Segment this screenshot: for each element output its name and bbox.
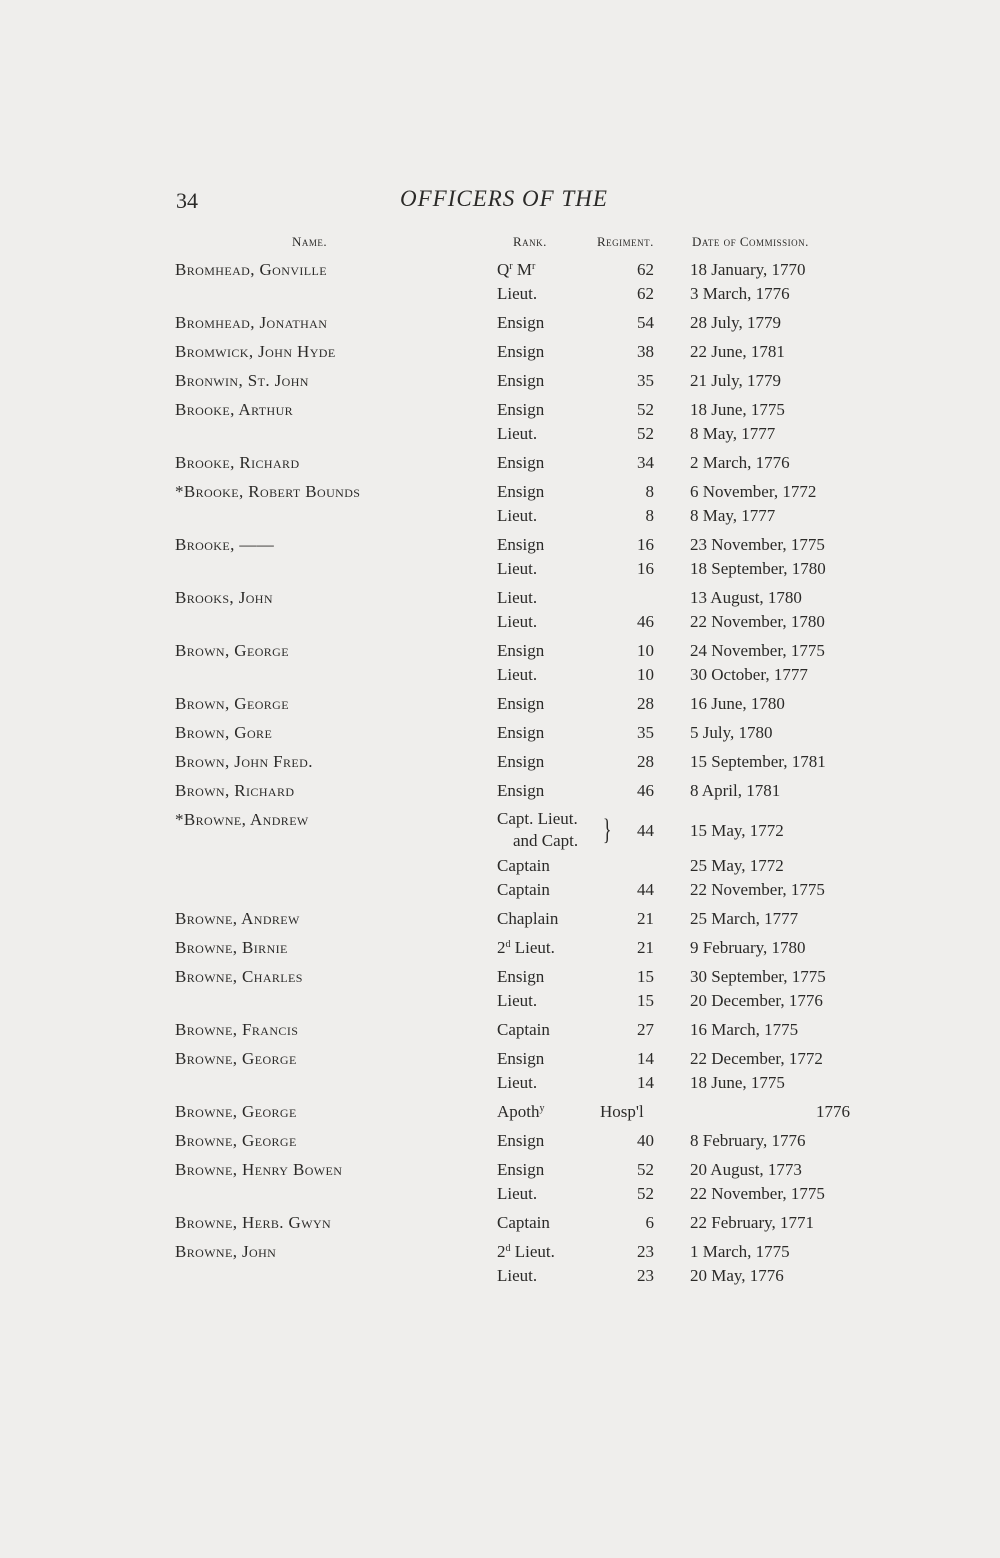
commission-date: 15 September, 1781 xyxy=(690,752,826,771)
running-head xyxy=(0,188,1000,222)
column-header-date: Date of Commission. xyxy=(692,234,809,249)
commission-date: 18 June, 1775 xyxy=(690,1073,785,1092)
officer-rank: Ensign xyxy=(497,1131,545,1150)
regiment-number: 16 xyxy=(637,559,654,578)
regiment-number: 34 xyxy=(637,453,654,472)
commission-date: 18 September, 1780 xyxy=(690,559,826,578)
officer-rank: Lieut. xyxy=(497,559,538,578)
table-row xyxy=(0,504,1000,528)
regiment-number: 52 xyxy=(637,424,654,443)
officer-name: Brown, Richard xyxy=(175,781,295,800)
regiment-number: 52 xyxy=(637,1160,654,1179)
table-row xyxy=(0,586,1000,610)
table-row xyxy=(0,1129,1000,1153)
commission-date: 1 March, 1775 xyxy=(690,1242,790,1261)
commission-date: 16 March, 1775 xyxy=(690,1020,799,1039)
commission-date: 8 May, 1777 xyxy=(690,424,776,443)
commission-date: 20 December, 1776 xyxy=(690,991,823,1010)
officer-rank: Lieut. xyxy=(497,588,538,607)
officer-rank-continued: and Capt. xyxy=(513,831,579,850)
regiment-number: 14 xyxy=(637,1049,654,1068)
commission-date: 8 April, 1781 xyxy=(690,781,781,800)
commission-date: 5 July, 1780 xyxy=(690,723,773,742)
regiment-number: 35 xyxy=(637,371,654,390)
table-row xyxy=(0,808,1000,854)
page-number: 34 xyxy=(176,188,198,213)
regiment-number: 23 xyxy=(637,1266,654,1285)
commission-date: 21 July, 1779 xyxy=(690,371,781,390)
officer-name: Brooke, Richard xyxy=(175,453,300,472)
regiment-number: 62 xyxy=(637,284,654,303)
table-row xyxy=(0,989,1000,1013)
regiment-number: 10 xyxy=(637,665,654,684)
officer-name: Bromhead, Jonathan xyxy=(175,313,328,332)
officer-rank: Ensign xyxy=(497,371,545,390)
officer-rank: 2$^d$ Lieut. xyxy=(497,1242,555,1261)
officer-rank: Ensign xyxy=(497,752,545,771)
table-row xyxy=(0,663,1000,687)
table-row xyxy=(0,610,1000,634)
officer-name: Browne, George xyxy=(175,1049,297,1068)
regiment-number: 21 xyxy=(637,909,654,928)
officer-rank: Lieut. xyxy=(497,1184,538,1203)
table-row xyxy=(0,1264,1000,1288)
commission-date: 22 November, 1780 xyxy=(690,612,825,631)
commission-date: 9 February, 1780 xyxy=(690,938,806,957)
regiment-number: 16 xyxy=(637,535,654,554)
regiment-number: 44 xyxy=(637,880,654,899)
table-row xyxy=(0,936,1000,960)
column-header-regiment: Regiment. xyxy=(597,234,654,249)
regiment-number: 21 xyxy=(637,938,654,957)
commission-date: 16 June, 1780 xyxy=(690,694,785,713)
commission-date: 20 August, 1773 xyxy=(690,1160,802,1179)
officer-rank: Lieut. xyxy=(497,991,538,1010)
regiment-number: 23 xyxy=(637,1242,654,1261)
officer-rank: Ensign xyxy=(497,342,545,361)
table-row xyxy=(0,340,1000,364)
officer-name: Brown, Gore xyxy=(175,723,273,742)
table-row xyxy=(0,398,1000,422)
table-row xyxy=(0,721,1000,745)
commission-date: 18 June, 1775 xyxy=(690,400,785,419)
officer-rank: Ensign xyxy=(497,453,545,472)
officer-name: Brooks, John xyxy=(175,588,273,607)
officer-rank: Ensign xyxy=(497,400,545,419)
table-row xyxy=(0,311,1000,335)
officer-rank: Lieut. xyxy=(497,665,538,684)
regiment-number: 28 xyxy=(637,752,654,771)
officer-rank: Captain xyxy=(497,1020,550,1039)
commission-date: 13 August, 1780 xyxy=(690,588,802,607)
commission-date: 15 May, 1772 xyxy=(690,821,784,840)
table-row xyxy=(0,533,1000,557)
officer-name: Browne, Henry Bowen xyxy=(175,1160,343,1179)
table-row xyxy=(0,557,1000,581)
officer-name: Bromhead, Gonville xyxy=(175,260,327,279)
table-row xyxy=(0,1018,1000,1042)
officer-rank: Captain xyxy=(497,856,550,875)
officer-name: Brooke, —— xyxy=(175,535,275,554)
officer-rank: Chaplain xyxy=(497,909,559,928)
officer-name: Browne, Birnie xyxy=(175,938,288,957)
table-row xyxy=(0,1100,1000,1124)
officer-rank: Ensign xyxy=(497,641,545,660)
table-row xyxy=(0,1240,1000,1264)
commission-date: 8 February, 1776 xyxy=(690,1131,806,1150)
commission-date: 30 October, 1777 xyxy=(690,665,808,684)
regiment-number: 15 xyxy=(637,991,654,1010)
officer-name: *Brooke, Robert Bounds xyxy=(175,482,361,501)
commission-date: 22 June, 1781 xyxy=(690,342,785,361)
regiment-number: 46 xyxy=(637,781,654,800)
officer-rank: 2$^d$ Lieut. xyxy=(497,938,555,957)
regiment-number: 28 xyxy=(637,694,654,713)
table-row xyxy=(0,965,1000,989)
officer-rank: Ensign xyxy=(497,535,545,554)
commission-date: 25 May, 1772 xyxy=(690,856,784,875)
officer-rank: Capt. Lieut. xyxy=(497,809,578,828)
officer-rank: $Q^r$ $M^r$ xyxy=(497,260,536,279)
table-row xyxy=(0,854,1000,878)
table-row xyxy=(0,1071,1000,1095)
commission-date: 22 November, 1775 xyxy=(690,880,825,899)
column-header-rank: Rank. xyxy=(513,234,547,249)
table-row xyxy=(0,451,1000,475)
table-row xyxy=(0,258,1000,282)
table-row xyxy=(0,639,1000,663)
officer-name: Brown, George xyxy=(175,694,289,713)
officer-rank: Ensign xyxy=(497,313,545,332)
table-row xyxy=(0,1158,1000,1182)
commission-date: 22 November, 1775 xyxy=(690,1184,825,1203)
officer-rank: Lieut. xyxy=(497,1073,538,1092)
column-header-name: Name. xyxy=(292,234,328,249)
officer-rank: Captain xyxy=(497,880,550,899)
officer-name: Browne, Andrew xyxy=(175,909,300,928)
officer-name: Brown, John Fred. xyxy=(175,752,313,771)
regiment-number: 8 xyxy=(645,506,654,525)
table-row xyxy=(0,369,1000,393)
regiment-number: 6 xyxy=(645,1213,654,1232)
table-row xyxy=(0,282,1000,306)
regiment-number: 62 xyxy=(637,260,654,279)
officer-rank: Lieut. xyxy=(497,612,538,631)
officer-name: Browne, Charles xyxy=(175,967,303,986)
officer-name: *Browne, Andrew xyxy=(175,810,309,829)
table-row xyxy=(0,779,1000,803)
officer-rank: Ensign xyxy=(497,967,545,986)
brace-mark: } xyxy=(602,813,612,846)
regiment-number: 44 xyxy=(637,821,654,840)
table-row xyxy=(0,1047,1000,1071)
commission-date: 22 December, 1772 xyxy=(690,1049,823,1068)
regiment-number: 38 xyxy=(637,342,654,361)
officer-rank: Lieut. xyxy=(497,424,538,443)
officer-name: Bronwin, St. John xyxy=(175,371,309,390)
commission-date: 25 March, 1777 xyxy=(690,909,799,928)
commission-date: 30 September, 1775 xyxy=(690,967,826,986)
officer-name: Brooke, Arthur xyxy=(175,400,294,419)
regiment-number: 54 xyxy=(637,313,654,332)
table-row xyxy=(0,1211,1000,1235)
officer-name: Browne, Francis xyxy=(175,1020,299,1039)
table-row xyxy=(0,907,1000,931)
officer-rank: Ensign xyxy=(497,482,545,501)
commission-date: 23 November, 1775 xyxy=(690,535,825,554)
officer-rank: Lieut. xyxy=(497,506,538,525)
officer-rank: Lieut. xyxy=(497,284,538,303)
table-row xyxy=(0,422,1000,446)
commission-date: 2 March, 1776 xyxy=(690,453,790,472)
page-title: OFFICERS OF THE xyxy=(400,186,608,211)
officer-rank: Lieut. xyxy=(497,1266,538,1285)
regiment-number: 46 xyxy=(637,612,654,631)
table-row xyxy=(0,878,1000,902)
regiment-number: 52 xyxy=(637,400,654,419)
regiment-number: 35 xyxy=(637,723,654,742)
commission-date: 20 May, 1776 xyxy=(690,1266,784,1285)
officer-name: Brown, George xyxy=(175,641,289,660)
commission-date: 6 November, 1772 xyxy=(690,482,817,501)
regiment-number: 40 xyxy=(637,1131,654,1150)
officers-table xyxy=(0,258,1000,1288)
officer-name: Browne, Herb. Gwyn xyxy=(175,1213,332,1232)
officer-rank: Ensign xyxy=(497,1049,545,1068)
officer-rank: Ensign xyxy=(497,781,545,800)
commission-date: 22 February, 1771 xyxy=(690,1213,815,1232)
officer-rank: Ensign xyxy=(497,723,545,742)
commission-date: 3 March, 1776 xyxy=(690,284,790,303)
commission-date: 8 May, 1777 xyxy=(690,506,776,525)
regiment-number: 14 xyxy=(637,1073,654,1092)
regiment-number: 52 xyxy=(637,1184,654,1203)
officer-name: Bromwick, John Hyde xyxy=(175,342,336,361)
table-row xyxy=(0,1182,1000,1206)
officer-name: Browne, George xyxy=(175,1131,297,1150)
commission-date: 1776 xyxy=(816,1102,850,1121)
regiment-number: 10 xyxy=(637,641,654,660)
commission-date: 24 November, 1775 xyxy=(690,641,825,660)
officer-name: Browne, John xyxy=(175,1242,277,1261)
regiment-number: 15 xyxy=(637,967,654,986)
officer-rank: Ensign xyxy=(497,1160,545,1179)
regiment-number: 27 xyxy=(637,1020,654,1039)
officer-name: Browne, George xyxy=(175,1102,297,1121)
table-row xyxy=(0,692,1000,716)
officer-rank: Ensign xyxy=(497,694,545,713)
table-row xyxy=(0,480,1000,504)
regiment-number: Hosp'l xyxy=(600,1102,644,1121)
regiment-number: 8 xyxy=(645,482,654,501)
officer-rank: Apoth$^y$ xyxy=(497,1102,545,1121)
table-row xyxy=(0,750,1000,774)
commission-date: 18 January, 1770 xyxy=(690,260,806,279)
officer-rank: Captain xyxy=(497,1213,550,1232)
commission-date: 28 July, 1779 xyxy=(690,313,781,332)
